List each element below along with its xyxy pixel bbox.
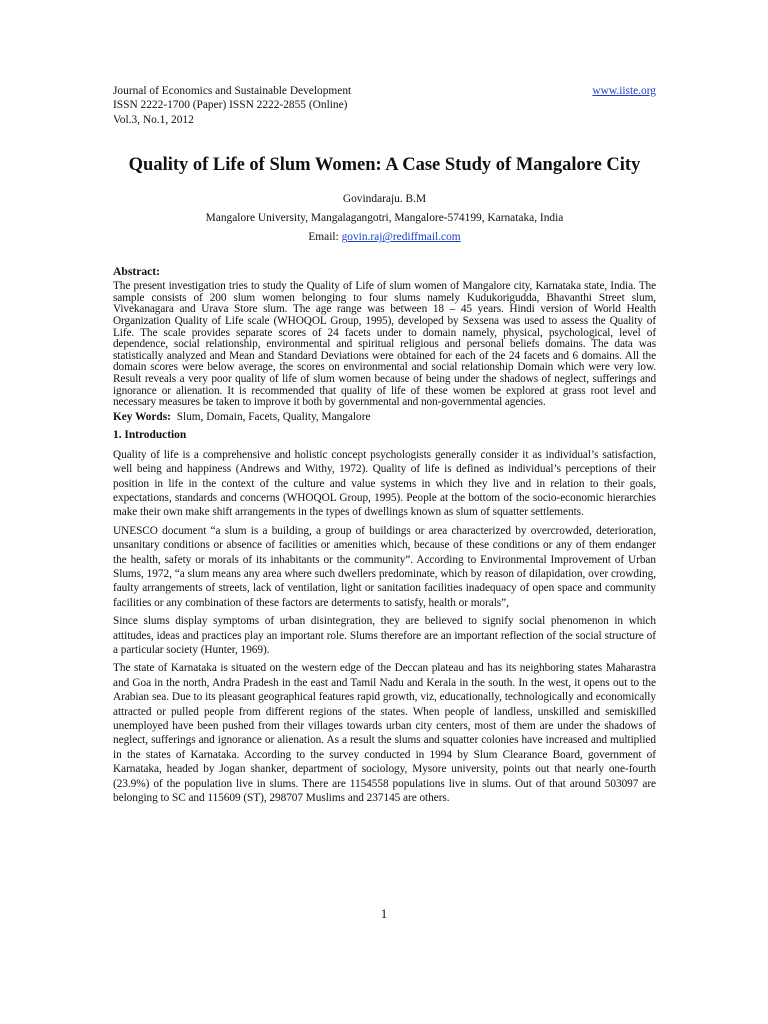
intro-paragraph-3: Since slums display symptoms of urban disintegration, they are believed to signify social phenomenon in which attitudes, ideas and practices play an important role. Slums therefore are an important reflection of the social structure of a particular society (Hunter, 1969). — [113, 615, 656, 657]
journal-website-link[interactable]: www.iiste.org — [592, 85, 656, 97]
keywords-label: Key Words: — [113, 410, 171, 423]
journal-header — [113, 84, 656, 127]
journal-issn: ISSN 2222-1700 (Paper) ISSN 2222-2855 (Online) — [113, 99, 348, 112]
email-label: Email: — [308, 231, 339, 244]
author-email-link[interactable]: govin.raj@rediffmail.com — [341, 231, 461, 244]
abstract-heading: Abstract: — [113, 265, 161, 279]
author-name: Govindaraju. B.M — [342, 193, 427, 206]
intro-paragraph-1: Quality of life is a comprehensive and holistic concept psychologists generally consider it as individual’s satisfaction, well being and happiness (Andrews and Withy, 1972). Quality of life is defined as individual’s perceptions of their position in life in the context of the culture and value systems in which they live and in relation to their goals, expectations, standards and concerns (WHOQOL Group, 1995). People at the bottom of the socio-economic hierarchies make their own make shift arrangements in the types of dwellings known as slum of squatter settlements. — [113, 448, 656, 519]
intro-paragraph-4: The state of Karnataka is situated on the western edge of the Deccan plateau and has its neighboring states Maharastra and Goa in the north, Andra Pradesh in the east and Tamil Nadu and Kerala in the south. In the west, it opens out to the Arabian sea. Due to its pleasant geographical features rapid growth, viz, educationally, technologically and economically attracted or pulled people from different regions of the states. When people of landless, unskilled and semiskilled unemployed have been pushed from their villages towards urban city centers, most of them are under the shadows of neglect, sufferings and ignorance or alienation. As a result the slums and squatter colonies have increased and multiplied in the states of Karnataka. According to the survey conducted in 1994 by Slum Clearance Board, government of Karnataka, headed by Jogan shanker, department of sociology, Mysore university, points out that nearly one-fourth (23.9%) of the population live in slums. There are 1154558 populations live in slums. Out of that around 503097 are belonging to SC and 115609 (ST), 298707 Muslims and 237145 are others. — [113, 662, 656, 805]
author-affiliation: Mangalore University, Mangalagangotri, Mangalore-574199, Karnataka, India — [205, 212, 564, 225]
keywords-text: Slum, Domain, Facets, Quality, Mangalore — [176, 410, 371, 423]
keywords-line — [113, 410, 656, 424]
abstract-text: The present investigation tries to study the Quality of Life of slum women of Mangalore city, Karnataka state, India. The sample consists of 200 slum women belonging to four slums namely Kudukorigudda, Bhavanthi Street slum, Vivekanagara and Urava Store slum. The age range was between 18 – 45 years. Hindi version of World Health Organization Quality of Life scale (WHOQOL Group, 1995), developed by Sexsena was used to assess the Quality of Life. The scale provides separate scores of 24 facets under to domain namely, physical, psychological, level of dependence, social relationship, environmental and spiritual religious and personal beliefs domains. The data was statistically analyzed and Mean and Standard Deviations were obtained for each of the 24 facets and 6 domains. All the domain scores were below average, the scores on environmental and social relationship Domain which were very low. Result reveals a very poor quality of life of slum women because of being under the shadows of neglect, sufferings and ignorance or alienation. It is recommended that quality of life of these women be explored at grass root level and necessary measures be taken to improve it both by governmental and non-governmental agencies. — [113, 280, 656, 409]
author-block — [113, 190, 656, 247]
section-heading-introduction: 1. Introduction — [113, 428, 187, 441]
paper-title: Quality of Life of Slum Women: A Case Study of Mangalore City — [128, 155, 641, 176]
journal-name: Journal of Economics and Sustainable Development — [113, 85, 352, 97]
paper-page — [113, 84, 656, 806]
page-number: 1 — [380, 906, 388, 921]
intro-paragraph-2: UNESCO document “a slum is a building, a group of buildings or area characterized by overcrowded, deterioration, unsanitary conditions or absence of facilities or amenities which, because of these conditions or any of them endanger the health, safety or morals of its inhabitants or the community”. According to Environmental Improvement of Urban Slums, 1972, “a slum means any area where such dwellers predominate, which by reason of dilapidation, over crowding, faulty arrangements of streets, lack of ventilation, light or sanitation facilities inadequacy of open space and community facilities or any combination of these factors are determents to satisfy, health or morals”, — [113, 524, 656, 609]
author-email-line — [113, 228, 656, 247]
journal-volume: Vol.3, No.1, 2012 — [113, 113, 194, 126]
